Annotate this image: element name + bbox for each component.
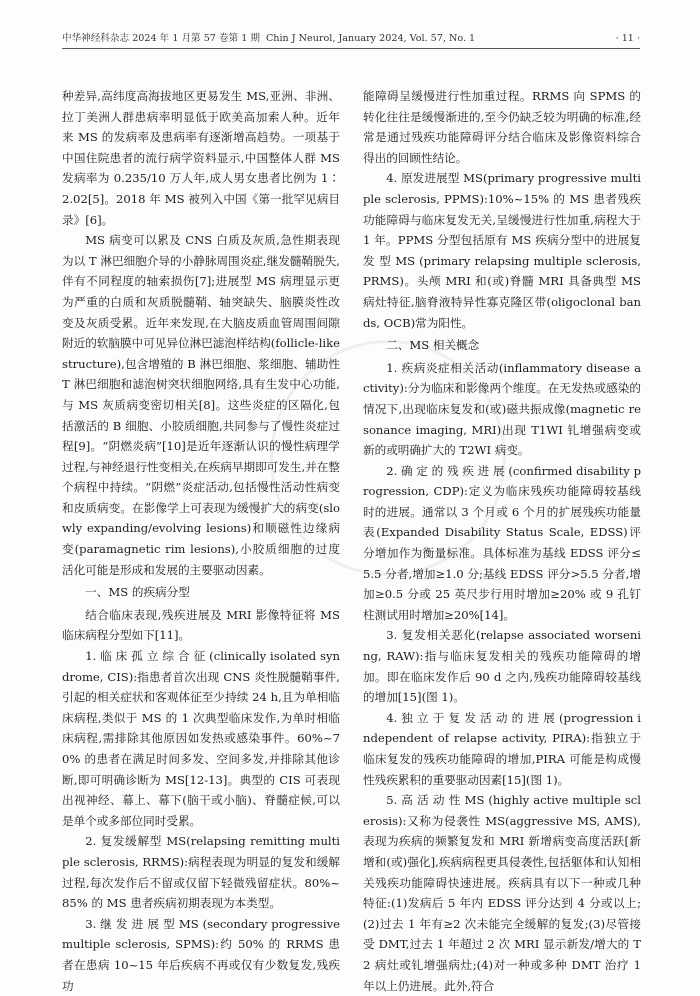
journal-info — [62, 30, 475, 44]
paragraph: 1. 临 床 孤 立 综 合 征 (clinically isolated syndrome, CIS):指患者首次出现 CNS 炎性脱髓鞘事件,引起的相关症状和客观体征至少持续 24 h,且为单相临床病程,类似于 MS 的 1 次典型临床发作,为单时相临床病程,需排除其他原因如发热或感染事件。60%~70% 的患者在满足时间多发、空间多发,并排除其他诊断,即可明确诊断为 MS[12-13]。典型的 CIS 可表现出视神经、幕上、幕下(脑干或小脑)、脊髓症候,可以是单个或多部位同时受累。 — [62, 649, 340, 828]
page-number: · 11 · — [615, 33, 640, 44]
paragraph: 1. 疾病炎症相关活动(inflammatory disease activity):分为临床和影像两个维度。在无发热或感染的情况下,出现临床复发和(或)磁共振成像(magnetic resonance imaging, MRI)出现 T1WI 钆增强病变或新的或明确扩大的 T2WI 病变。 — [363, 360, 641, 458]
paragraph: 3. 复发相关恶化(relapse associated worsening, RAW):指与临床复发相关的残疾功能障碍的增加。即在临床发作后 90 d 之内,残疾功能障碍较基线的增加[15](图 1)。 — [363, 628, 641, 705]
paragraph: 4. 原发进展型 MS(primary progressive multiple sclerosis, PPMS):10%~15% 的 MS 患者残疾功能障碍与临床复发无关,呈缓慢进行性加重,病程大于 1 年。PPMS 分型包括原有 MS 疾病分型中的进展复 发 型 MS (primary relapsing multiple sclerosis, PRMS)。头颅 MRI 和(或)脊髓 MRI 具备典型 MS 病灶特征,脑脊液特异性寡克隆区带(oligoclonal bands, OCB)常为阳性。 — [363, 171, 641, 330]
paragraph: MS 病变可以累及 CNS 白质及灰质,急性期表现为以 T 淋巴细胞介导的小静脉周围炎症,继发髓鞘脱失,伴有不同程度的轴索损伤[7];进展型 MS 病理显示更为严重的白质和灰质脱髓鞘、轴突缺失、脑膜炎性改变及灰质受累。近年来发现,在大脑皮质血管周围间隙附近的软脑膜中可见异位淋巴滤泡样结构(follicle-like structure),包含增殖的 B 淋巴细胞、浆细胞、辅助性 T 淋巴细胞和滤泡树突状细胞网络,具有生发中心功能,与 MS 灰质病变密切相关[8]。这些炎症的区隔化,包括激活的 B 细胞、小胶质细胞,共同参与了慢性炎症过程[9]。“阴燃炎病”[10]是近年逐渐认识的慢性病理学过程,与神经退行性变相关,在疾病早期即可发生,并在整个病程中持续。“阴燃”炎症活动,包括慢性活动性病变和皮质病变。在影像学上可表现为缓慢扩大的病变(slowly expanding/evolving lesions)和顺磁性边缘病变(paramagnetic rim lesions),小胶质细胞的过度活化可能是形成和发展的主要驱动因素。 — [62, 233, 340, 577]
paragraph: 2. 确 定 的 残 疾 进 展 (confirmed disability progression, CDP):定义为临床残疾功能障碍较基线时的进展。通常以 3 个月或 6 个月的扩展残疾功能量表(Expanded Disability Status Scale, EDSS)评分增加作为衡量标准。具体标准为基线 EDSS 评分≤5.5 分者,增加≥1.0 分;基线 EDSS 评分>5.5 分者,增加≥0.5 分或 25 英尺步行用时增加≥20% 或 9 孔钉柱测试用时增加≥20%[14]。 — [363, 463, 641, 622]
running-header — [62, 26, 640, 49]
paragraph: 3. 继 发 进 展 型 MS (secondary progressive multiple sclerosis, SPMS):约 50% 的 RRMS 患者在患病 10~15 年后疾病不再或仅有少数复发,残疾功 — [62, 916, 340, 993]
paragraph: 4. 独 立 于 复 发 活 动 的 进 展 (progression independent of relapse activity, PIRA):指独立于临床复发的残疾功能障碍的增加,PIRA 可能是构成慢性残疾累积的重要驱动因素[15](图 1)。 — [363, 710, 641, 787]
paragraph: 结合临床表现,残疾进展及 MRI 影像特征将 MS 临床病程分型如下[11]。 — [62, 607, 340, 643]
journal-title-en: Chin J Neurol, January 2024, Vol. 57, No. 1 — [265, 33, 476, 44]
section-heading: 一、MS 的疾病分型 — [85, 585, 190, 600]
paragraph: 2. 复发缓解型 MS(relapsing remitting multiple sclerosis, RRMS):病程表现为明显的复发和缓解过程,每次发作后不留或仅留下轻微残留症状。80%~85% 的 MS 患者疾病初期表现为本类型。 — [62, 834, 340, 911]
left-column — [62, 86, 340, 996]
paragraph: 种差异,高纬度高海拔地区更易发生 MS,亚洲、非洲、拉丁美洲人群患病率明显低于欧美高加索人种。近年来 MS 的发病率及患病率有逐渐增高趋势。一项基于中国住院患者的流行病学资料显示,中国整体人群 MS 发病率为 0.235/10 万人年,成人男女患者比例为 1∶2.02[5]。2018 年 MS 被列入中国《第一批罕见病目录》[6]。 — [62, 89, 340, 227]
section-heading: 二、MS 相关概念 — [386, 338, 480, 353]
paragraph: 能障碍呈缓慢进行性加重过程。RRMS 向 SPMS 的转化往往是缓慢渐进的,至今仍缺乏较为明确的标准,经常是通过残疾功能障碍评分结合临床及影像资料综合得出的回顾性结论。 — [363, 89, 641, 165]
journal-title-cn: 中华神经科杂志 2024 年 1 月第 57 卷第 1 期 — [62, 33, 260, 44]
paragraph: 5. 高 活 动 性 MS (highly active multiple sclerosis):又称为侵袭性 MS(aggressive MS, AMS),表现为疾病的频繁复发和 MRI 新增病变高度活跃[新增和(或)强化],疾病病程更具侵袭性,包括躯体和认知相关残疾功能障碍快速进展。疾病具有以下一种或几种特征:(1)发病后 5 年内 EDSS 评分达到 4 分或以上;(2)过去 1 年有≥2 次未能完全缓解的复发;(3)尽管接受 DMT,过去 1 年超过 2 次 MRI 显示新发/增大的 T2 病灶或钆增强病灶;(4)对一种或多种 DMT 治疗 1 年以上仍进展。此外,符合 — [363, 793, 641, 993]
right-column — [363, 86, 641, 996]
